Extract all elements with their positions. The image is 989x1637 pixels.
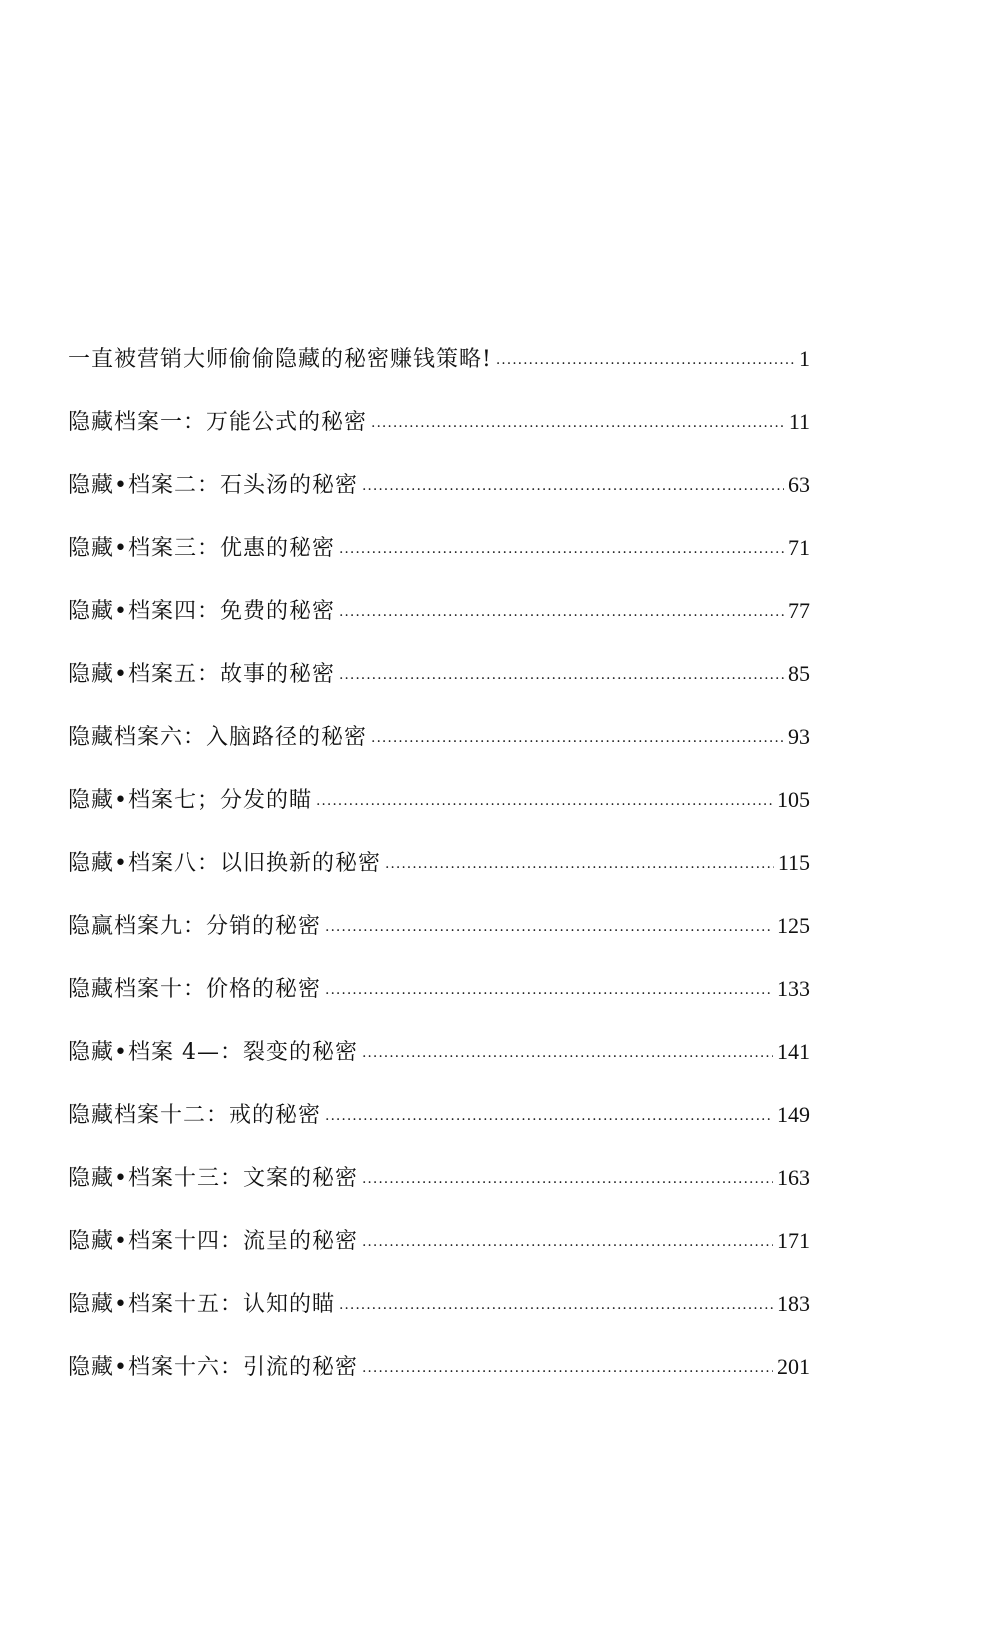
toc-entry[interactable]	[68, 405, 810, 468]
toc-entry-page: 171	[777, 1228, 810, 1253]
toc-dot-leader	[339, 532, 784, 566]
toc-entry[interactable]	[68, 1224, 810, 1287]
toc-entry-title: 隐藏•档案八：以旧换新的秘密	[68, 851, 381, 876]
toc-entry[interactable]	[68, 783, 810, 846]
toc-entry-title: 隐藏•档案二：石头汤的秘密	[68, 473, 358, 498]
toc-dot-leader	[362, 1351, 773, 1385]
toc-entry-title: 隐藏•档案 4—：裂变的秘密	[68, 1040, 358, 1065]
toc-entry[interactable]	[68, 342, 810, 405]
toc-entry-title: 隐藏档案六：入脑路径的秘密	[68, 725, 368, 750]
toc-entry-page: 11	[788, 409, 810, 434]
toc-entry-page: 133	[777, 976, 810, 1001]
toc-entry-page: 1	[799, 346, 810, 371]
toc-entry-page: 105	[777, 787, 810, 812]
toc-dot-leader	[339, 1288, 773, 1322]
toc-entry-title: 隐藏•档案五：故事的秘密	[68, 662, 335, 687]
toc-dot-leader	[385, 847, 774, 881]
toc-entry[interactable]	[68, 1287, 810, 1350]
toc-entry-title: 隐藏•档案七；分发的瞄	[68, 788, 312, 813]
toc-entry[interactable]	[68, 657, 810, 720]
toc-entry-page: 77	[788, 598, 810, 623]
toc-entry-title: 隐藏档案十二：戒的秘密	[68, 1103, 322, 1128]
toc-entry-title: 隐藏•档案十三：文案的秘密	[68, 1166, 358, 1191]
toc-entry-page: 163	[777, 1165, 810, 1190]
toc-entry[interactable]	[68, 909, 810, 972]
toc-dot-leader	[496, 343, 795, 377]
toc-entry[interactable]	[68, 1035, 810, 1098]
toc-entry[interactable]	[68, 846, 810, 909]
toc-entry[interactable]	[68, 972, 810, 1035]
toc-dot-leader	[339, 595, 784, 629]
toc-entry-page: 71	[788, 535, 810, 560]
toc-entry-title: 隐藏•档案十六：引流的秘密	[68, 1355, 358, 1380]
toc-dot-leader	[362, 1036, 773, 1070]
toc-dot-leader	[325, 910, 773, 944]
toc-entry-page: 141	[777, 1039, 810, 1064]
toc-entry[interactable]	[68, 1350, 810, 1413]
toc-dot-leader	[339, 658, 784, 692]
toc-entry[interactable]	[68, 531, 810, 594]
toc-entry-page: 183	[777, 1291, 810, 1316]
toc-dot-leader	[362, 1162, 773, 1196]
toc-entry[interactable]	[68, 468, 810, 531]
toc-dot-leader	[362, 469, 784, 503]
toc-entry-title: 隐藏•档案十五：认知的瞄	[68, 1292, 335, 1317]
toc-entry[interactable]	[68, 594, 810, 657]
toc-entry-title: 一直被营销大师偷偷隐藏的秘密赚钱策略!	[68, 347, 492, 372]
toc-entry-page: 125	[777, 913, 810, 938]
toc-entry-page: 149	[777, 1102, 810, 1127]
toc-entry-page: 201	[777, 1354, 810, 1379]
toc-entry-title: 隐藏•档案十四：流呈的秘密	[68, 1229, 358, 1254]
toc-dot-leader	[362, 1225, 773, 1259]
toc-dot-leader	[371, 721, 784, 755]
toc-dot-leader	[316, 784, 773, 818]
toc-entry-title: 隐藏•档案四：免费的秘密	[68, 599, 335, 624]
toc-entry[interactable]	[68, 1098, 810, 1161]
toc-entry-title: 隐藏•档案三：优惠的秘密	[68, 536, 335, 561]
toc-entry-page: 93	[788, 724, 810, 749]
toc-entry[interactable]	[68, 720, 810, 783]
toc-entry-page: 115	[777, 850, 810, 875]
toc-entry-page: 85	[788, 661, 810, 686]
toc-dot-leader	[325, 1099, 773, 1133]
toc-dot-leader	[325, 973, 773, 1007]
toc-entry[interactable]	[68, 1161, 810, 1224]
toc-dot-leader	[371, 406, 785, 440]
toc-entry-page: 63	[788, 472, 810, 497]
toc-entry-title: 隐赢档案九：分销的秘密	[68, 914, 322, 939]
toc-entry-title: 隐藏档案一：万能公式的秘密	[68, 410, 368, 435]
toc-entry-title: 隐藏档案十：价格的秘密	[68, 977, 322, 1002]
table-of-contents	[68, 342, 810, 1413]
